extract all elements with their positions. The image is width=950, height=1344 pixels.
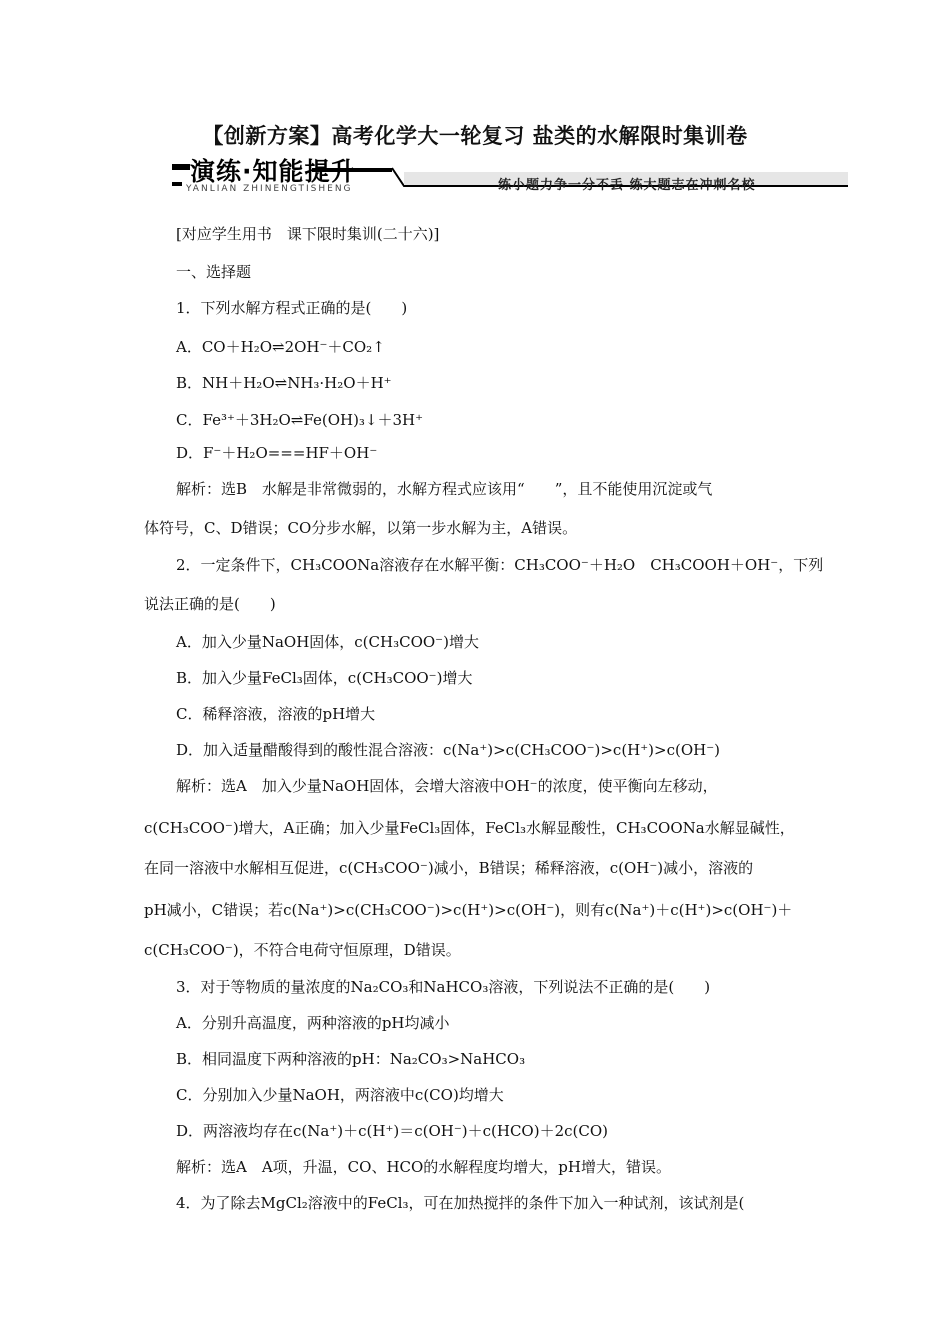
section-heading: 一、选择题 xyxy=(176,263,252,281)
q2-analysis-line-2: c(CH₃COO⁻)增大，A正确；加入少量FeCl₃固体，FeCl₃水解显酸性，CH₃COONa水解显碱性， xyxy=(144,819,795,837)
q2-option-c: C．稀释溶液，溶液的pH增大 xyxy=(176,705,376,723)
question-4: 4．为了除去MgCl₂溶液中的FeCl₃，可在加热搅拌的条件下加入一种试剂，该试剂是( xyxy=(176,1194,745,1212)
banner-heading: 演练·知能提升 xyxy=(190,157,357,186)
student-book-reference: [对应学生用书 课下限时集训(二十六)] xyxy=(176,225,440,243)
section-banner xyxy=(172,152,848,196)
question-1: 1．下列水解方程式正确的是( ) xyxy=(176,299,408,317)
q1-option-b: B．NH＋H₂O⇌NH₃·H₂O＋H⁺ xyxy=(176,374,392,392)
document-title: 【创新方案】高考化学大一轮复习 盐类的水解限时集训卷 xyxy=(202,124,748,148)
q1-option-a: A．CO＋H₂O⇌2OH⁻＋CO₂↑ xyxy=(176,338,385,356)
q2-option-a: A．加入少量NaOH固体，c(CH₃COO⁻)增大 xyxy=(176,633,479,651)
question-2-line-1: 2．一定条件下，CH₃COONa溶液存在水解平衡：CH₃COO⁻＋H₂O CH₃COOH＋OH⁻，下列 xyxy=(176,556,824,574)
banner-pinyin: YANLIAN ZHINENGTISHENG xyxy=(186,184,353,194)
q2-analysis-line-4: pH减小，C错误；若c(Na⁺)>c(CH₃COO⁻)>c(H⁺)>c(OH⁻)，则有c(Na⁺)＋c(H⁺)>c(OH⁻)＋ xyxy=(144,901,793,919)
question-3: 3．对于等物质的量浓度的Na₂CO₃和NaHCO₃溶液，下列说法不正确的是( ) xyxy=(176,978,711,996)
banner-slogan: 练小题力争一分不丢 练大题志在冲刺名校 xyxy=(498,178,756,193)
q2-option-b: B．加入少量FeCl₃固体，c(CH₃COO⁻)增大 xyxy=(176,669,473,687)
q1-analysis-line-1: 解析：选B 水解是非常微弱的，水解方程式应该用“ ”，且不能使用沉淀或气 xyxy=(176,480,713,498)
question-2-line-2: 说法正确的是( ) xyxy=(144,595,276,613)
q2-analysis-line-3: 在同一溶液中水解相互促进，c(CH₃COO⁻)减小，B错误；稀释溶液，c(OH⁻)减小，溶液的 xyxy=(144,859,754,877)
q3-analysis: 解析：选A A项，升温，CO、HCO的水解程度均增大，pH增大，错误。 xyxy=(176,1158,671,1176)
q3-option-a: A．分别升高温度，两种溶液的pH均减小 xyxy=(176,1014,450,1032)
q1-option-d: D．F⁻＋H₂O===HF＋OH⁻ xyxy=(176,444,378,462)
q2-option-d: D．加入适量醋酸得到的酸性混合溶液：c(Na⁺)>c(CH₃COO⁻)>c(H⁺)>c(OH⁻) xyxy=(176,741,720,759)
q3-option-c: C．分别加入少量NaOH，两溶液中c(CO)均增大 xyxy=(176,1086,504,1104)
q3-option-b: B．相同温度下两种溶液的pH：Na₂CO₃>NaHCO₃ xyxy=(176,1050,526,1068)
q1-analysis-line-2: 体符号，C、D错误；CO分步水解，以第一步水解为主，A错误。 xyxy=(144,519,578,537)
q2-analysis-line-1: 解析：选A 加入少量NaOH固体，会增大溶液中OH⁻的浓度，使平衡向左移动， xyxy=(176,777,718,795)
q3-option-d: D．两溶液均存在c(Na⁺)＋c(H⁺)＝c(OH⁻)＋c(HCO)＋2c(CO) xyxy=(176,1122,609,1140)
q1-option-c: C．Fe³⁺＋3H₂O⇌Fe(OH)₃↓＋3H⁺ xyxy=(176,411,424,429)
q2-analysis-line-5: c(CH₃COO⁻)，不符合电荷守恒原理，D错误。 xyxy=(144,941,461,959)
